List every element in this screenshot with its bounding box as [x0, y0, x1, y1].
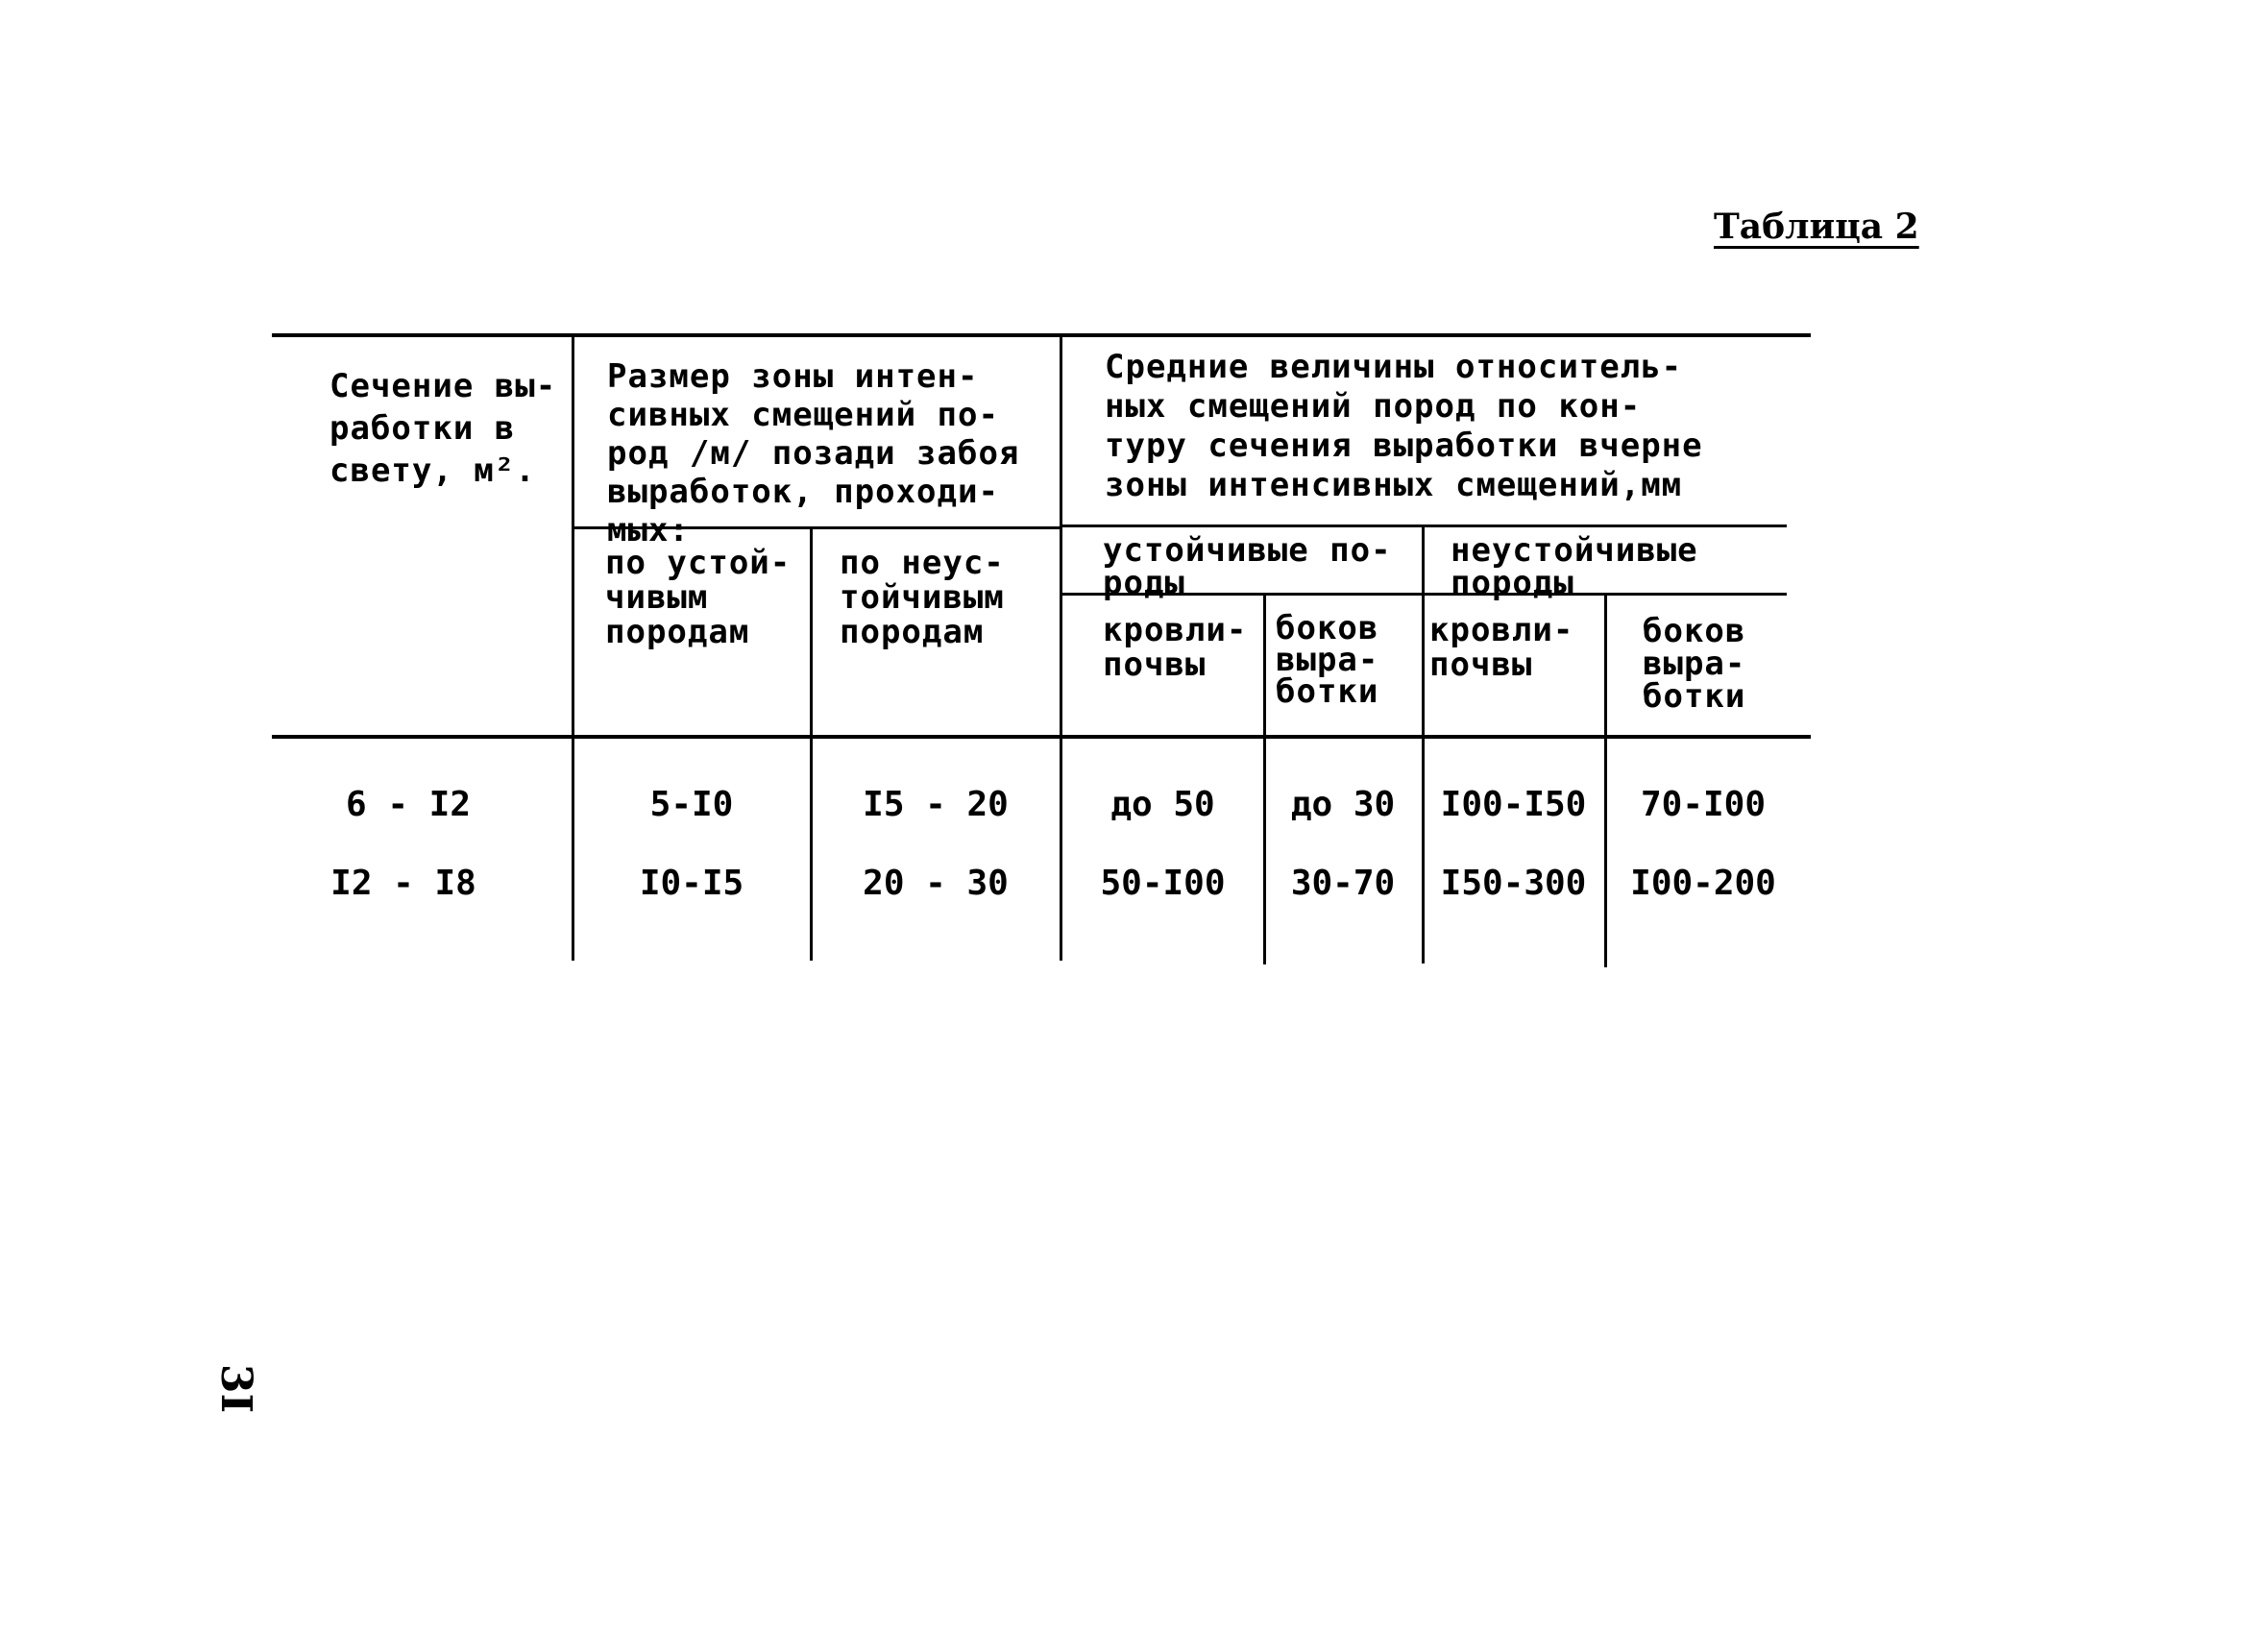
header-unstable-sides: боков выра- ботки — [1643, 612, 1746, 716]
row1-unstable-roof: I00-I50 — [1440, 785, 1587, 824]
col-divider-3a — [1263, 595, 1266, 964]
row2-section: I2 - I8 — [330, 864, 476, 903]
row2-stable-roof: 50-I00 — [1100, 864, 1226, 903]
row1-unstable-sides: 70-I00 — [1640, 785, 1767, 824]
header-unstable-roof-floor: кровли- почвы — [1429, 611, 1574, 684]
row1-unstable-zone: I5 - 20 — [863, 785, 1009, 824]
table-top-rule — [272, 333, 1811, 337]
header-mean-displacements: Средние величины относитель- ных смещений пород по кон- туру сечения выработки вчерне зоны интенсивных смещений,мм — [1105, 348, 1703, 504]
row1-stable-roof: до 50 — [1110, 785, 1215, 824]
row1-stable-zone: 5-I0 — [649, 785, 734, 824]
row2-unstable-zone: 20 - 30 — [863, 864, 1009, 903]
header-unstable-rocks-zone: по неус- тойчивым породам — [840, 544, 1005, 651]
table-caption: Таблица 2 — [1714, 207, 1919, 247]
header-stable-roof-floor: кровли- почвы — [1103, 611, 1248, 684]
row2-stable-sides: 30-70 — [1290, 864, 1396, 903]
col-divider-3b — [1604, 595, 1607, 967]
header-stable-sides: боков выра- ботки — [1276, 609, 1379, 711]
row1-section: 6 - I2 — [345, 785, 472, 824]
header-section: Сечение вы- работки в свету, м². — [329, 367, 557, 490]
header-stable-rocks: устойчивые по- роды — [1103, 531, 1392, 602]
row2-unstable-sides: I00-200 — [1630, 864, 1776, 903]
col-divider-2 — [1060, 336, 1062, 961]
row1-stable-sides: до 30 — [1290, 785, 1396, 824]
page-number: 3I — [211, 1363, 261, 1414]
col-divider-1 — [572, 336, 574, 961]
header-unstable-rocks: неустойчивые породы — [1451, 531, 1698, 602]
header-bottom-rule — [272, 735, 1811, 739]
row2-stable-zone: I0-I5 — [639, 864, 744, 903]
row2-unstable-roof: I50-300 — [1440, 864, 1587, 903]
header-stable-rocks-zone: по устой- чивым породам — [605, 544, 792, 651]
col-divider-2a — [810, 528, 813, 961]
header-zone-size: Размер зоны интен- сивных смещений по- род /м/ позади забоя выработок, проходи- мых: — [607, 357, 1020, 549]
